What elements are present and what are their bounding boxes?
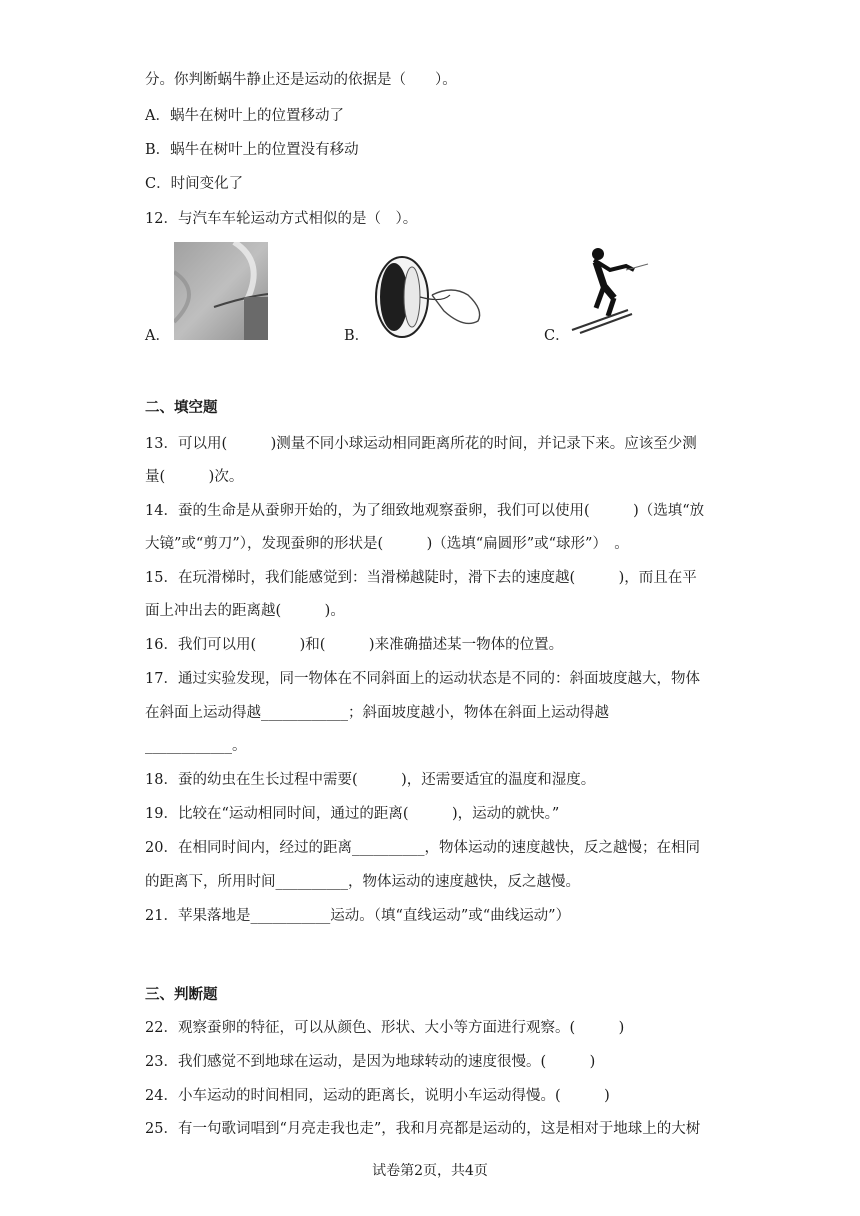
section-fill-in-title: 二、填空题 bbox=[145, 400, 218, 416]
q21-line: 21．苹果落地是___________运动。（填“直线运动”或“曲线运动”） bbox=[145, 908, 571, 924]
q13-line-2: 量( )次。 bbox=[145, 469, 244, 485]
q11-stem-tail: 分。你判断蜗牛静止还是运动的依据是（ ）。 bbox=[145, 72, 457, 88]
q19-line: 19．比较在“运动相同时间，通过的距离( )，运动的就快。” bbox=[145, 806, 560, 822]
q12-option-a-label: A． bbox=[145, 328, 170, 344]
q22-line: 22．观察蚕卵的特征，可以从颜色、形状、大小等方面进行观察。( ) bbox=[145, 1020, 625, 1036]
q12-option-c-label: C． bbox=[544, 328, 570, 344]
q15-line-1: 15．在玩滑梯时，我们能感觉到：当滑梯越陡时，滑下去的速度越( )，而且在平 bbox=[145, 570, 697, 586]
q18-line: 18．蚕的幼虫在生长过程中需要( )，还需要适宜的温度和湿度。 bbox=[145, 772, 596, 788]
q14-line-1: 14．蚕的生命是从蚕卵开始的，为了细致地观察蚕卵，我们可以使用( )（选填“放 bbox=[145, 503, 705, 519]
skier-photo-image bbox=[570, 240, 650, 335]
q17-line-3: ____________。 bbox=[145, 738, 247, 754]
q25-line-1: 25．有一句歌词唱到“月亮走我也走”，我和月亮都是运动的，这是相对于地球上的大树 bbox=[145, 1121, 701, 1137]
q17-line-1: 17．通过实验发现，同一物体在不同斜面上的运动状态是不同的：斜面坡度越大，物体 bbox=[145, 671, 700, 687]
q20-line-2: 的距离下，所用时间__________，物体运动的速度越快，反之越慢。 bbox=[145, 874, 580, 890]
q12-option-b-label: B． bbox=[344, 328, 370, 344]
yoyo-photo-image bbox=[372, 255, 490, 345]
q11-option-a: A．蜗牛在树叶上的位置移动了 bbox=[145, 108, 344, 124]
q20-line-1: 20．在相同时间内，经过的距离__________，物体运动的速度越快，反之越慢；在相同 bbox=[145, 840, 700, 856]
section-judgment-title: 三、判断题 bbox=[145, 987, 218, 1003]
q23-line: 23．我们感觉不到地球在运动，是因为地球转动的速度很慢。( ) bbox=[145, 1054, 596, 1070]
q11-option-b: B．蜗牛在树叶上的位置没有移动 bbox=[145, 142, 359, 158]
q17-line-2: 在斜面上运动得越____________；斜面坡度越小，物体在斜面上运动得越 bbox=[145, 705, 609, 721]
q16-line: 16．我们可以用( )和( )来准确描述某一物体的位置。 bbox=[145, 637, 564, 653]
q13-line-1: 13．可以用( )测量不同小球运动相同距离所花的时间，并记录下来。应该至少测 bbox=[145, 436, 697, 452]
q15-line-2: 面上冲出去的距离越( )。 bbox=[145, 603, 345, 619]
fan-photo-image bbox=[174, 242, 268, 340]
page-footer: 试卷第2页，共4页 bbox=[372, 1163, 488, 1179]
q12-stem: 12．与汽车车轮运动方式相似的是（ ）。 bbox=[145, 211, 418, 227]
q24-line: 24．小车运动的时间相同，运动的距离长，说明小车运动得慢。( ) bbox=[145, 1088, 610, 1104]
q11-option-c: C．时间变化了 bbox=[145, 176, 244, 192]
q14-line-2: 大镜”或“剪刀”），发现蚕卵的形状是( )（选填“扁圆形”或“球形”） 。 bbox=[145, 536, 629, 552]
